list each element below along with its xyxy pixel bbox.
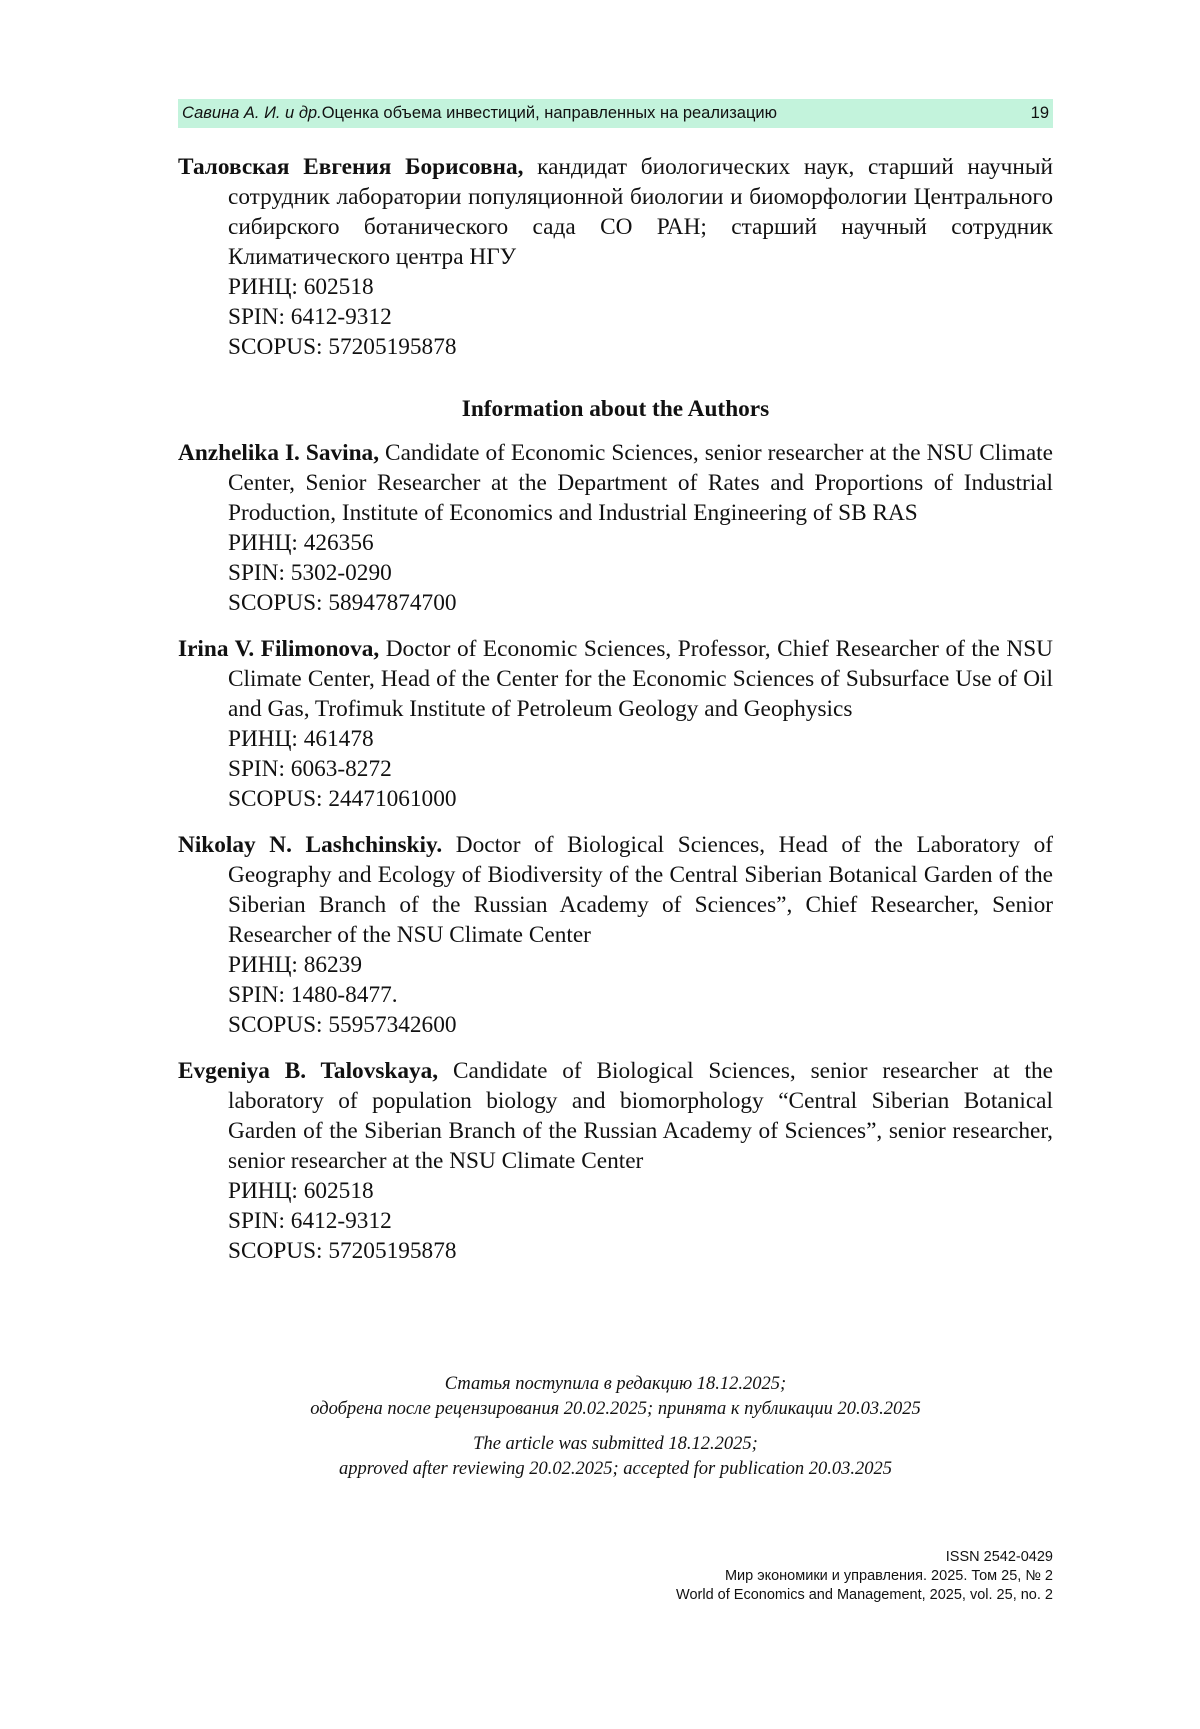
author-description: Doctor of Biological Sciences, Head of the Laboratory of Geography and Ecology of Biodiversity of the Central Siberian Botanical Garden of the Siberian Branch of the Russian Academy of Sciences”, Chief Researcher, Senior Researcher of the NSU Climate Center	[228, 832, 1054, 948]
submission-dates-ru	[178, 1372, 1053, 1422]
author-entry	[178, 1056, 1053, 1266]
dates-en-line-1: The article was submitted 18.12.2025;	[473, 1434, 758, 1454]
author-bio	[178, 438, 1053, 528]
main-content	[178, 152, 1053, 1282]
spin-id: SPIN: 6063-8272	[228, 756, 392, 782]
spin-id: SPIN: 5302-0290	[228, 560, 392, 586]
author-entry	[178, 438, 1053, 618]
header-authors: Савина А. И. и др.	[182, 104, 322, 122]
rinc-id: РИНЦ: 426356	[228, 530, 374, 556]
author-name: Irina V. Filimonova,	[178, 636, 380, 662]
author-name: Evgeniya B. Talovskaya,	[178, 1058, 439, 1084]
issn: ISSN 2542-0429	[945, 1549, 1053, 1565]
author-description: Candidate of Biological Sciences, senior researcher at the laboratory of population biology and biomorphology “Central Siberian Botanical Garden of the Siberian Branch of the Russian Academy of Sciences”, senior researcher, senior researcher at the NSU Climate Center	[228, 1058, 1053, 1174]
author-entry	[178, 634, 1053, 814]
author-entry	[178, 830, 1053, 1040]
page-number: 19	[1030, 104, 1049, 122]
page-footer	[676, 1548, 1053, 1605]
section-heading: Information about the Authors	[461, 396, 770, 422]
author-bio	[178, 152, 1053, 272]
dates-ru-line-1: Статья поступила в редакцию 18.12.2025;	[444, 1374, 787, 1394]
author-entry-ru	[178, 152, 1053, 362]
spin-id: SPIN: 6412-9312	[228, 304, 392, 330]
journal-title-en: World of Economics and Management, 2025, vol. 25, no. 2	[676, 1587, 1053, 1603]
author-name: Таловская Евгения Борисовна,	[178, 154, 524, 180]
dates-ru-line-2: одобрена после рецензирования 20.02.2025; принята к публикации 20.03.2025	[310, 1399, 921, 1419]
spin-id: SPIN: 1480-8477.	[228, 982, 398, 1008]
author-description: Candidate of Economic Sciences, senior researcher at the NSU Climate Center, Senior Researcher at the Department of Rates and Proportions of Industrial Production, Institute of Economics and Industrial Engineering of SB RAS	[228, 440, 1053, 526]
dates-en-line-2: approved after reviewing 20.02.2025; accepted for publication 20.03.2025	[338, 1459, 893, 1479]
journal-title-ru: Мир экономики и управления. 2025. Том 25, № 2	[724, 1568, 1053, 1584]
rinc-id: РИНЦ: 461478	[228, 726, 374, 752]
author-description: кандидат биологических наук, старший научный сотрудник лаборатории популяционной биологии и биоморфологии Центрального сибирского ботанического сада СО РАН; старший научный сотрудник Климатического центра НГУ	[228, 154, 1053, 270]
scopus-id: SCOPUS: 24471061000	[228, 786, 457, 812]
header-title: Оценка объема инвестиций, направленных на реализацию	[321, 104, 777, 122]
running-header	[178, 99, 1053, 128]
rinc-id: РИНЦ: 602518	[228, 1178, 374, 1204]
author-description: Doctor of Economic Sciences, Professor, Chief Researcher of the NSU Climate Center, Head of the Center for the Economic Sciences of Subsurface Use of Oil and Gas, Trofimuk Institute of Petroleum Geology and Geophysics	[228, 636, 1053, 722]
scopus-id: SCOPUS: 58947874700	[228, 590, 457, 616]
rinc-id: РИНЦ: 602518	[228, 274, 374, 300]
author-name: Nikolay N. Lashchinskiy.	[178, 832, 443, 858]
scopus-id: SCOPUS: 55957342600	[228, 1012, 457, 1038]
spin-id: SPIN: 6412-9312	[228, 1208, 392, 1234]
rinc-id: РИНЦ: 86239	[228, 952, 362, 978]
author-bio	[178, 830, 1053, 950]
submission-dates-en	[178, 1432, 1053, 1482]
scopus-id: SCOPUS: 57205195878	[228, 1238, 457, 1264]
author-name: Anzhelika I. Savina,	[178, 440, 380, 466]
scopus-id: SCOPUS: 57205195878	[228, 334, 457, 360]
author-bio	[178, 634, 1053, 724]
author-bio	[178, 1056, 1053, 1176]
